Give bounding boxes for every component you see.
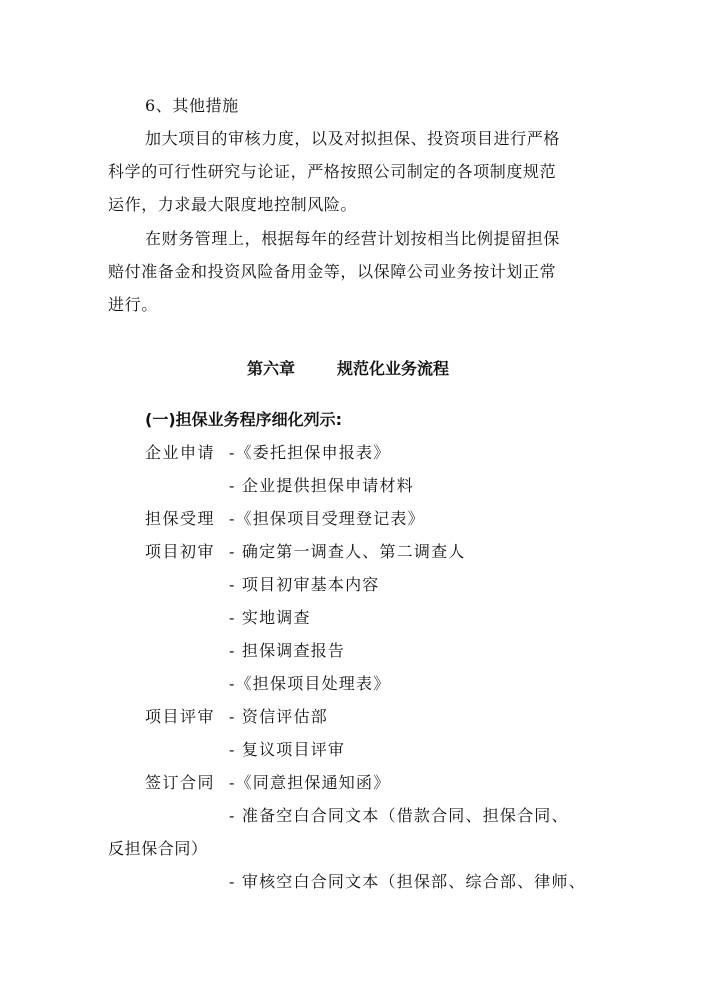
process-item: -《委托担保申报表》: [229, 443, 391, 462]
chapter-number: 第六章: [247, 359, 296, 378]
process-item: - 确定第一调查人、第二调查人: [229, 542, 466, 561]
process-label: 企业申请: [145, 443, 216, 462]
section-heading-other-measures: 6、其他措施: [145, 96, 239, 115]
subsection-heading: (一)担保业务程序细化列示:: [145, 410, 343, 429]
process-item: - 企业提供担保申请材料: [229, 476, 414, 495]
process-label: 担保受理: [145, 509, 216, 528]
paragraph-line: 加大项目的审核力度，以及对拟担保、投资项目进行严格: [145, 129, 561, 148]
process-item: -《担保项目受理登记表》: [229, 509, 425, 528]
process-item: - 资信评估部: [229, 707, 328, 726]
process-item: -《同意担保通知函》: [229, 773, 391, 792]
process-label: 项目初审: [145, 542, 216, 561]
paragraph-line: 运作，力求最大限度地控制风险。: [108, 195, 358, 214]
process-label: 签订合同: [145, 773, 216, 792]
process-item: - 担保调查报告: [229, 641, 346, 660]
chapter-title: 规范化业务流程: [337, 359, 450, 378]
process-item: - 审核空白合同文本（担保部、综合部、律师、: [229, 872, 586, 891]
process-item: - 复议项目评审: [229, 740, 346, 759]
process-label: 项目评审: [145, 707, 216, 726]
process-item: - 实地调查: [229, 608, 311, 627]
paragraph-line: 科学的可行性研究与论证，严格按照公司制定的各项制度规范: [108, 162, 557, 181]
paragraph-line: 赔付准备金和投资风险备用金等，以保障公司业务按计划正常: [108, 262, 557, 281]
process-item-continuation: 反担保合同）: [108, 839, 208, 858]
paragraph-line: 在财务管理上，根据每年的经营计划按相当比例提留担保: [145, 229, 561, 248]
process-item: - 准备空白合同文本（借款合同、担保合同、: [229, 806, 569, 825]
chapter-heading: [247, 357, 449, 381]
process-item: - 项目初审基本内容: [229, 575, 380, 594]
paragraph-line: 进行。: [108, 295, 158, 314]
process-item: -《担保项目处理表》: [229, 674, 391, 693]
